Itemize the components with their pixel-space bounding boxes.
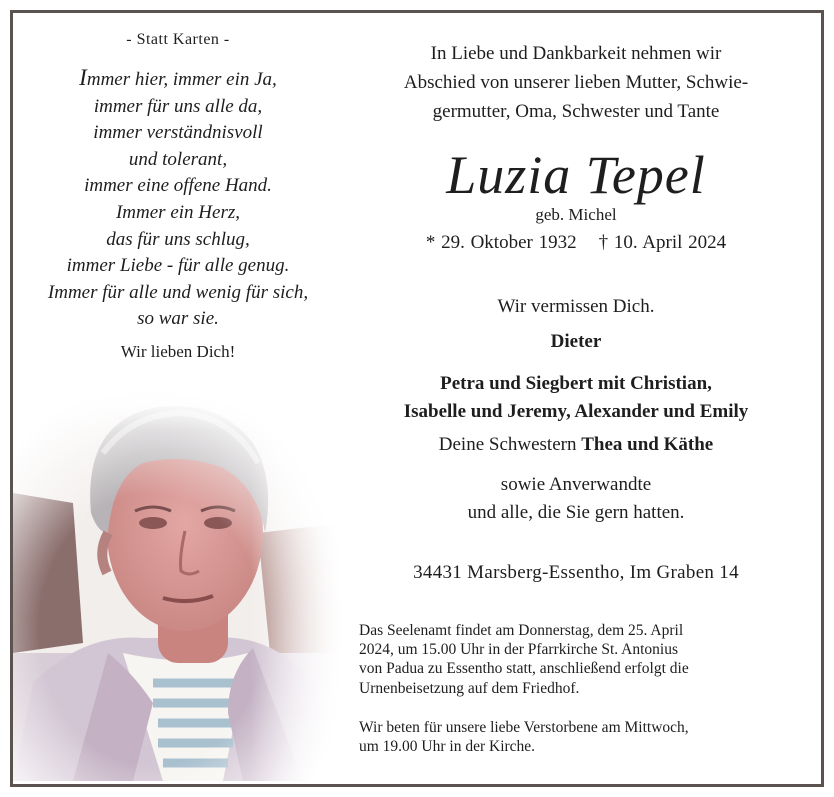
deceased-name: Luzia Tepel xyxy=(446,145,706,205)
service-line: Urnenbeisetzung auf dem Friedhof. xyxy=(359,679,580,697)
portrait-photo xyxy=(13,383,343,781)
prayer-line: Wir beten für unsere liebe Verstorbene am Mittwoch, xyxy=(359,719,689,736)
sisters-prefix: Deine Schwestern xyxy=(438,434,577,455)
death-date: † 10. April 2024 xyxy=(598,232,727,253)
statt-karten-label: - Statt Karten - xyxy=(126,31,230,48)
closing-line: Wir lieben Dich! xyxy=(120,342,236,361)
poem-line: immer für uns alle da, xyxy=(93,95,263,117)
prayer-line: um 19.00 Uhr in der Kirche. xyxy=(359,738,536,756)
service-line: Das Seelenamt findet am Donnerstag, dem 25. April xyxy=(359,622,684,639)
poem-line: immer eine offene Hand. xyxy=(84,175,272,197)
poem-line: so war sie. xyxy=(137,308,219,330)
intro-line: In Liebe und Dankbarkeit nehmen wir xyxy=(430,43,722,64)
relatives-line: und alle, die Sie gern hatten. xyxy=(467,502,685,523)
mourner-name: Dieter xyxy=(550,331,602,352)
poem-line: und tolerant, xyxy=(128,148,228,170)
service-info xyxy=(359,621,799,698)
family-names xyxy=(350,370,802,426)
poem xyxy=(13,65,343,333)
left-column xyxy=(13,13,343,781)
intro-line: germutter, Oma, Schwester und Tante xyxy=(432,101,720,122)
poem-line: Immer ein Herz, xyxy=(115,201,240,223)
right-column xyxy=(350,13,818,781)
family-line: Petra und Siegbert mit Christian, xyxy=(440,373,712,394)
poem-line: Immer für alle und wenig für sich, xyxy=(47,281,309,303)
poem-line: Immer hier, immer ein Ja, xyxy=(79,65,277,90)
intro-text xyxy=(350,39,802,126)
relatives-text xyxy=(350,471,802,527)
life-dates xyxy=(350,232,802,254)
family-line: Isabelle und Jeremy, Alexander und Emily xyxy=(403,401,749,422)
service-line: 2024, um 15.00 Uhr in der Pfarrkirche St. Antonius xyxy=(359,641,679,659)
poem-line: immer Liebe - für alle genug. xyxy=(66,255,290,277)
service-line: von Padua zu Essentho statt, anschließend erfolgt die xyxy=(359,660,689,678)
prayer-info xyxy=(359,718,799,756)
sisters-line xyxy=(350,434,802,456)
sisters-names: Thea und Käthe xyxy=(581,434,714,455)
poem-line: das für uns schlug, xyxy=(106,228,250,250)
address: 34431 Marsberg-Essentho, Im Graben 14 xyxy=(413,562,739,583)
poem-line: immer verständnisvoll xyxy=(93,122,263,144)
birth-date: * 29. Oktober 1932 xyxy=(425,232,577,253)
relatives-line: sowie Anverwandte xyxy=(500,474,652,495)
intro-line: Abschied von unserer lieben Mutter, Schwie- xyxy=(403,72,749,93)
birth-name: geb. Michel xyxy=(535,205,617,224)
miss-you-line: Wir vermissen Dich. xyxy=(497,296,655,317)
